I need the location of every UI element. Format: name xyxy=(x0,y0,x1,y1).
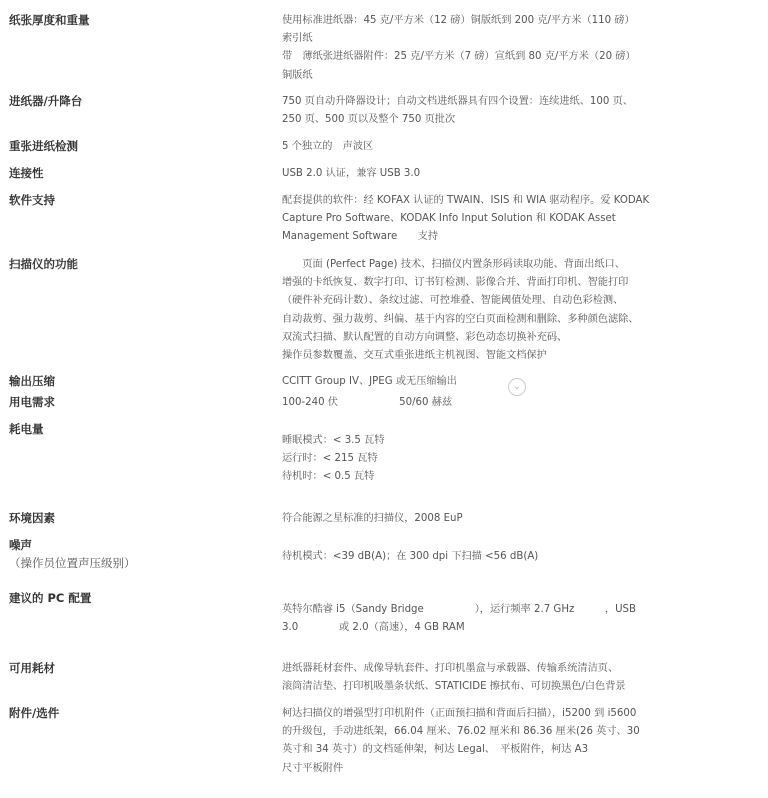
spec-value-line: 增强的卡纸恢复、数字打印、订书钉检测、影像合并、背面打印机、智能打印 xyxy=(282,277,629,289)
spec-value-line: 使用标准进纸器：45 克/平方米（12 磅）铜版纸到 200 克/平方米（110 磅） xyxy=(282,15,635,26)
spec-value xyxy=(282,192,762,247)
spec-value xyxy=(282,660,762,696)
spec-value-line: 符合能源之星标准的扫描仪，2008 EuP xyxy=(282,513,463,524)
spec-value-line: 自动裁剪、强力裁剪、纠偏、基于内容的空白页面检测和删除、多种颜色滤除、 xyxy=(282,313,639,325)
spec-label: 扫描仪的功能 xyxy=(9,257,78,271)
spec-value-line: （硬件补充码计数）、条纹过滤、可控堆叠、智能阈值处理、自动色彩检测、 xyxy=(282,295,624,307)
spec-label: 软件支持 xyxy=(9,193,55,207)
spec-label: 可用耗材 xyxy=(9,661,55,675)
spec-value-line: Capture Pro Software、KODAK Info Input Solution 和 KODAK Asset xyxy=(282,213,616,225)
spec-value-line: 进纸器耗材套件、成像导轨套件、打印机墨盒与承载器、传输系统清洁页、 xyxy=(282,663,619,674)
spec-value xyxy=(282,705,762,778)
spec-label: 用电需求 xyxy=(9,395,55,409)
spec-value-line: 的升级包，手动进纸架，66.04 厘米、76.02 厘米和 86.36 厘米(26 英寸、30 xyxy=(282,726,640,738)
spec-value-line: 5 个独立的 声波区 xyxy=(282,141,374,152)
spec-value-line: 运行时：< 215 瓦特 xyxy=(282,453,378,465)
spec-label: 进纸器/升降台 xyxy=(9,94,83,108)
spec-value-line: 铜版纸 xyxy=(282,69,313,81)
chevron-down-icon[interactable]: ⌄ xyxy=(508,378,526,396)
spec-label: 纸张厚度和重量 xyxy=(9,13,90,27)
spec-value-line: 3.0 或 2.0（高速），4 GB RAM xyxy=(282,622,465,634)
spec-value-line: 尺寸平板附件 xyxy=(282,762,344,774)
spec-value xyxy=(282,138,762,156)
spec-label: 耗电量 xyxy=(9,422,44,436)
spec-value-line: 索引纸 xyxy=(282,33,313,45)
spec-label: 附件/选件 xyxy=(9,706,60,720)
spec-value-line: 配套提供的软件：经 KOFAX 认证的 TWAIN、ISIS 和 WIA 驱动程序。爱 KODAK xyxy=(282,195,650,206)
spec-value-line: 待机时：< 0.5 瓦特 xyxy=(282,471,375,483)
spec-value-line: 操作员参数覆盖、交互式重张进纸主机视图、智能文档保护 xyxy=(282,350,547,362)
spec-value-line: CCITT Group IV、JPEG 或无压缩输出 xyxy=(282,376,457,387)
spec-label xyxy=(9,536,136,572)
spec-value xyxy=(282,93,762,129)
spec-value-line: 页面 (Perfect Page) 技术、扫描仪内置条形码读取功能、背面出纸口、 xyxy=(282,259,625,270)
spec-value-line: 带 薄纸张进纸器附件：25 克/平方米（7 磅）宣纸到 80 克/平方米（20 磅） xyxy=(282,51,636,63)
spec-value xyxy=(282,432,762,487)
spec-value xyxy=(282,601,762,637)
spec-value-line: 睡眠模式：< 3.5 瓦特 xyxy=(282,435,385,446)
spec-value-line: USB 2.0 认证，兼容 USB 3.0 xyxy=(282,168,421,179)
spec-label: 连接性 xyxy=(9,166,44,180)
spec-sublabel: （操作员位置声压级别） xyxy=(9,556,136,570)
spec-label: 环境因素 xyxy=(9,511,55,525)
spec-value xyxy=(282,12,762,85)
spec-value-line: 双流式扫描、默认配置的自动方向调整、彩色动态切换补充码、 xyxy=(282,331,568,343)
spec-value xyxy=(282,165,762,183)
spec-label: 重张进纸检测 xyxy=(9,139,78,153)
spec-value xyxy=(282,256,762,365)
spec-label-main: 噪声 xyxy=(9,538,32,552)
spec-value-line: 待机模式：<39 dB(A)；在 300 dpi 下扫描 <56 dB(A) xyxy=(282,551,539,562)
spec-value-line: 英特尔酷睿 i5（Sandy Bridge ），运行频率 2.7 GHz ，USB xyxy=(282,604,636,615)
spec-value-line: 英寸和 34 英寸）的文档延伸架，柯达 Legal、 平板附件，柯达 A3 xyxy=(282,744,589,756)
spec-value xyxy=(282,548,762,566)
spec-value-line: 柯达扫描仪的增强型打印机附件（正面预扫描和背面后扫描），i5200 到 i5600 xyxy=(282,708,637,719)
spec-value xyxy=(282,510,762,528)
spec-label: 建议的 PC 配置 xyxy=(9,591,92,605)
spec-value-line: 750 页自动升降器设计；自动文档进纸器具有四个设置：连续进纸、100 页、 xyxy=(282,96,633,107)
spec-label: 输出压缩 xyxy=(9,374,55,388)
spec-value-line: 250 页、500 页以及整个 750 页批次 xyxy=(282,114,456,126)
spec-value xyxy=(282,394,762,412)
spec-value-line: Management Software 支持 xyxy=(282,231,439,243)
spec-value-line: 滚筒清洁垫、打印机吸墨条状纸、STATICIDE 擦拭布、可切换黑色/白色背景 xyxy=(282,681,626,693)
spec-value-line: 100-240 伏 50/60 赫兹 xyxy=(282,397,453,408)
